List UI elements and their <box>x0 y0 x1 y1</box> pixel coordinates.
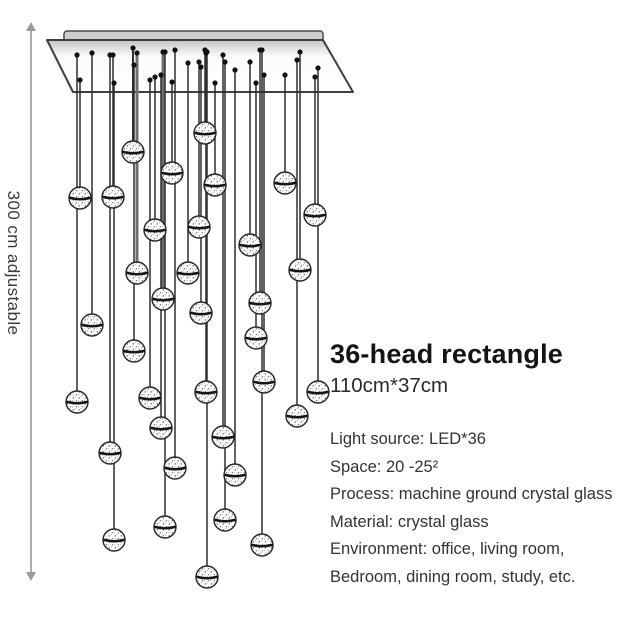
crystal-ball-band <box>152 428 171 429</box>
wire-mount-dot <box>107 52 112 57</box>
wire-mount-dot <box>297 49 302 54</box>
crystal-ball-band <box>197 392 216 393</box>
wire-mount-dot <box>220 52 225 57</box>
crystal-ball-band <box>68 402 87 403</box>
wire-mount-dot <box>282 72 287 77</box>
product-size: 110cm*37cm <box>330 374 449 397</box>
crystal-ball-band <box>255 382 274 383</box>
wire-mount-dot <box>162 49 167 54</box>
wire-mount-dot <box>232 67 237 72</box>
wire-mount-dot <box>111 80 116 85</box>
crystal-ball-band <box>253 545 272 546</box>
crystal-ball-band <box>214 437 233 438</box>
wire-mount-dot <box>294 57 299 62</box>
crystal-ball-band <box>216 520 235 521</box>
crystal-ball-band <box>306 215 325 216</box>
dimension-line <box>30 27 32 574</box>
wire-mount-dot <box>134 50 139 55</box>
wire-mount-dot <box>253 80 258 85</box>
crystal-ball-band <box>206 185 225 186</box>
crystal-ball-band <box>190 227 209 228</box>
crystal-ball-band <box>288 416 307 417</box>
spec-material: Material: crystal glass <box>330 512 489 531</box>
wire-mount-dot <box>172 47 177 52</box>
wire-mount-dot <box>89 50 94 55</box>
crystal-ball-band <box>291 270 310 271</box>
wire-mount-dot <box>198 64 203 69</box>
crystal-ball-band <box>309 392 328 393</box>
crystal-ball-band <box>124 152 143 153</box>
wire-mount-dot <box>74 52 79 57</box>
crystal-ball-band <box>179 273 198 274</box>
wire-mount-dot <box>169 79 174 84</box>
wire-mount-dot <box>147 77 152 82</box>
crystal-ball-band <box>128 273 147 274</box>
dimension-arrow-down-icon <box>26 572 36 581</box>
dimension-arrow-up-icon <box>26 22 36 31</box>
wire-mount-dot <box>247 59 252 64</box>
crystal-ball-band <box>198 577 217 578</box>
wire-mount-dot <box>158 72 163 77</box>
crystal-ball-band <box>166 468 185 469</box>
crystal-ball-band <box>154 299 173 300</box>
wire-mount-dot <box>131 62 136 67</box>
crystal-ball-band <box>71 198 90 199</box>
wire-mount-dot <box>204 49 209 54</box>
crystal-ball-band <box>125 351 144 352</box>
product-info <box>330 338 635 591</box>
wire-mount-dot <box>77 77 82 82</box>
spec-light-source: Light source: LED*36 <box>330 430 486 448</box>
wire-mount-dot <box>315 65 320 70</box>
spec-list <box>330 426 635 591</box>
wire-mount-dot <box>261 72 266 77</box>
crystal-ball-band <box>101 453 120 454</box>
wire-mount-dot <box>196 59 201 64</box>
wire-mount-dot <box>259 47 264 52</box>
spec-process: Process: machine ground crystal glass <box>330 485 613 503</box>
spec-space: Space: 20 -25² <box>330 457 439 476</box>
product-title: 36-head rectangle <box>330 339 563 369</box>
crystal-ball-band <box>156 527 175 528</box>
crystal-ball-band <box>247 338 266 339</box>
crystal-ball-band <box>241 245 260 246</box>
crystal-ball-band <box>163 173 182 174</box>
crystal-ball-band <box>226 475 245 476</box>
crystal-ball-band <box>105 540 124 541</box>
wire-mount-dot <box>312 74 317 79</box>
crystal-ball-band <box>251 303 270 304</box>
crystal-ball-band <box>192 313 211 314</box>
wire-mount-dot <box>130 45 135 50</box>
spec-environment-line1: Environment: office, living room, <box>330 540 565 558</box>
crystal-ball-band <box>146 230 165 231</box>
wire-mount-dot <box>222 59 227 64</box>
wire-mount-dot <box>152 74 157 79</box>
spec-environment-line2: Bedroom, dining room, study, etc. <box>330 567 576 586</box>
wire-mount-dot <box>185 60 190 65</box>
crystal-ball-band <box>83 325 102 326</box>
crystal-ball-band <box>104 197 123 198</box>
crystal-ball-band <box>141 398 160 399</box>
crystal-ball-band <box>276 183 295 184</box>
wire-mount-dot <box>212 80 217 85</box>
dimension-label: 300 cm adjustable <box>4 190 23 336</box>
crystal-ball-band <box>196 133 215 134</box>
